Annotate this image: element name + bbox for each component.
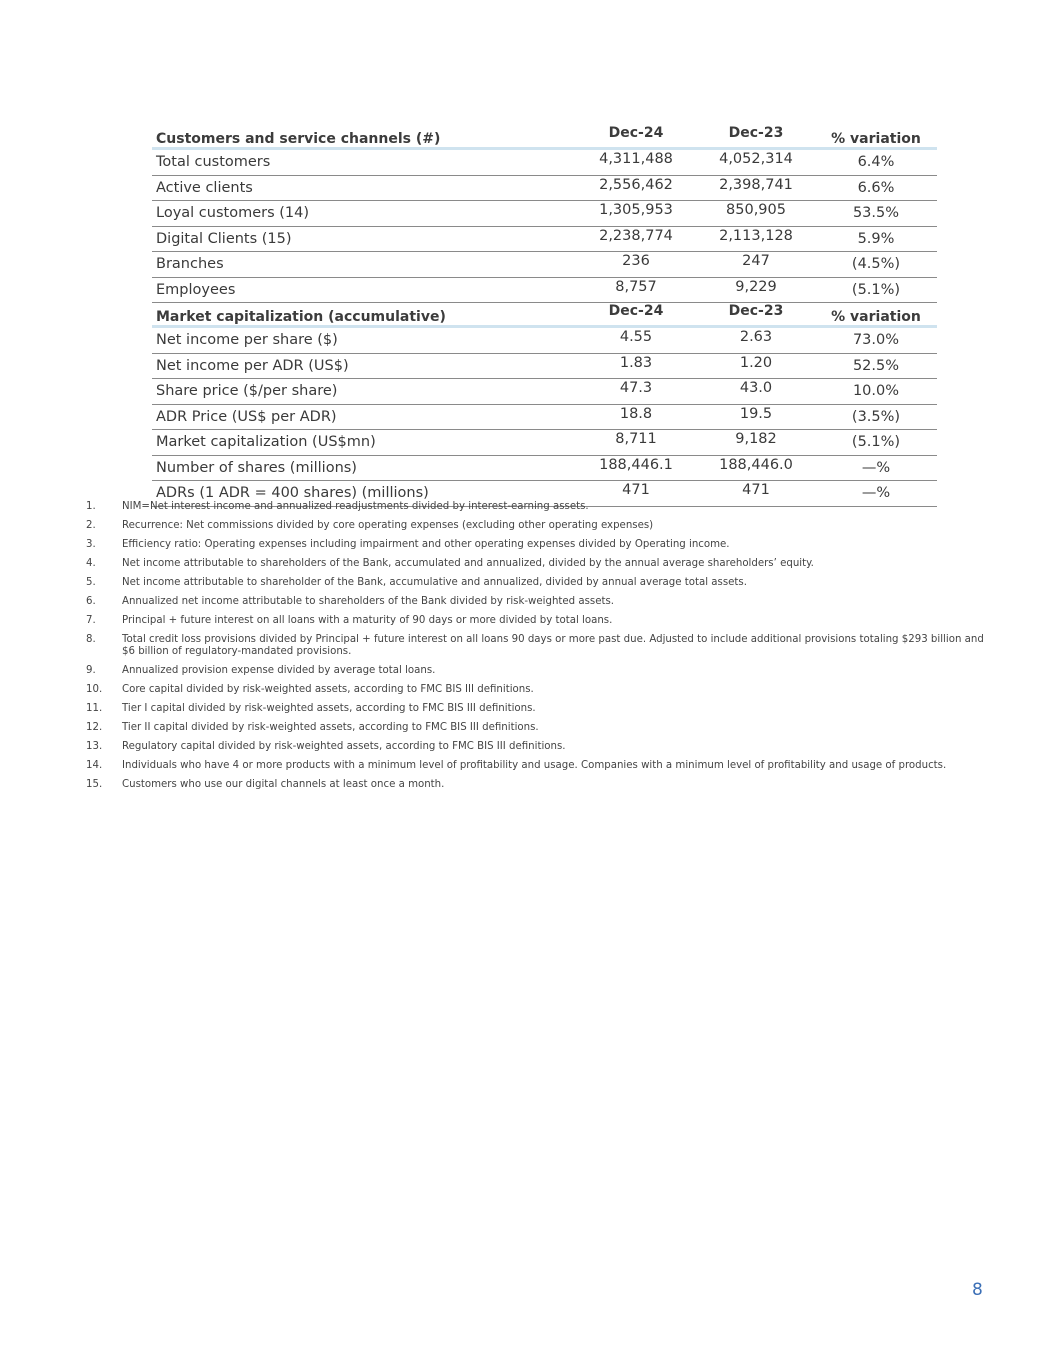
footnote-item <box>84 779 994 791</box>
column-header-dec24: Dec-24 <box>575 124 697 149</box>
footnote-number: 3. <box>86 539 96 550</box>
row-dec24: 47.3 <box>575 379 697 405</box>
row-variation: 52.5% <box>815 353 937 379</box>
row-variation: 53.5% <box>815 201 937 227</box>
footnote-text: Individuals who have 4 or more products with a minimum level of profitability and usage. Companies with a minimum level of profitability and usage of products. <box>122 760 947 771</box>
row-dec24: 4.55 <box>575 327 697 354</box>
table-row <box>152 149 937 176</box>
row-dec23: 9,229 <box>697 277 815 303</box>
footnote-number: 1. <box>86 501 96 512</box>
footnote-item <box>84 501 994 513</box>
row-dec23: 188,446.0 <box>697 455 815 481</box>
footnote-item <box>84 539 994 551</box>
footnote-item <box>84 741 994 753</box>
row-dec24: 188,446.1 <box>575 455 697 481</box>
footnote-item <box>84 760 994 772</box>
row-dec23: 247 <box>697 252 815 278</box>
row-dec23: 4,052,314 <box>697 149 815 176</box>
footnote-number: 11. <box>86 703 103 714</box>
footnote-number: 12. <box>86 722 103 733</box>
customers-table <box>152 124 937 303</box>
row-dec24: 8,757 <box>575 277 697 303</box>
row-label: Active clients <box>152 175 575 201</box>
footnote-item <box>84 684 994 696</box>
market-capitalization-table <box>152 302 937 507</box>
footnote-number: 14. <box>86 760 103 771</box>
row-dec24: 2,556,462 <box>575 175 697 201</box>
row-label: Share price ($/per share) <box>152 379 575 405</box>
footnote-text: Tier II capital divided by risk-weighted assets, according to FMC BIS III definitions. <box>122 722 539 733</box>
footnote-item <box>84 665 994 677</box>
row-variation: (5.1%) <box>815 277 937 303</box>
footnote-number: 13. <box>86 741 103 752</box>
footnote-item <box>84 615 994 627</box>
row-dec23: 2,398,741 <box>697 175 815 201</box>
row-variation: —% <box>815 481 937 507</box>
row-label: Employees <box>152 277 575 303</box>
footnote-text: Net income attributable to shareholder of the Bank, accumulative and annualized, divided by annual average total assets. <box>122 577 747 588</box>
footnote-text: Net income attributable to shareholders of the Bank, accumulated and annualized, divided by the annual average shareholders’ equity. <box>122 558 814 569</box>
row-dec24: 18.8 <box>575 404 697 430</box>
column-header-dec24: Dec-24 <box>575 302 697 327</box>
column-header-variation: % variation <box>815 302 937 327</box>
row-variation: 10.0% <box>815 379 937 405</box>
footnote-item <box>84 722 994 734</box>
table-header-row <box>152 124 937 149</box>
row-variation: —% <box>815 455 937 481</box>
row-dec23: 43.0 <box>697 379 815 405</box>
footnote-text: Customers who use our digital channels at least once a month. <box>122 779 445 790</box>
footnote-number: 4. <box>86 558 96 569</box>
footnote-number: 6. <box>86 596 96 607</box>
footnote-item <box>84 520 994 532</box>
row-label: Loyal customers (14) <box>152 201 575 227</box>
footnote-item <box>84 558 994 570</box>
row-label: ADR Price (US$ per ADR) <box>152 404 575 430</box>
table-row <box>152 404 937 430</box>
table-row <box>152 353 937 379</box>
row-dec23: 850,905 <box>697 201 815 227</box>
footnote-text: Efficiency ratio: Operating expenses including impairment and other operating expenses divided by Operating income. <box>122 539 730 550</box>
row-variation: 73.0% <box>815 327 937 354</box>
row-label: Number of shares (millions) <box>152 455 575 481</box>
page-number: 8 <box>972 1280 983 1300</box>
row-label: Net income per ADR (US$) <box>152 353 575 379</box>
table-row <box>152 226 937 252</box>
row-dec23: 2,113,128 <box>697 226 815 252</box>
row-dec24: 2,238,774 <box>575 226 697 252</box>
row-dec24: 471 <box>575 481 697 507</box>
column-header-label: Customers and service channels (#) <box>152 124 575 149</box>
row-label: Net income per share ($) <box>152 327 575 354</box>
table-row <box>152 430 937 456</box>
footnote-number: 5. <box>86 577 96 588</box>
footnote-number: 8. <box>86 634 96 645</box>
table-row <box>152 277 937 303</box>
footnote-item <box>84 703 994 715</box>
table-row <box>152 379 937 405</box>
row-variation: (5.1%) <box>815 430 937 456</box>
row-dec24: 8,711 <box>575 430 697 456</box>
footnotes-list <box>84 501 994 798</box>
footnote-text: Total credit loss provisions divided by Principal + future interest on all loans 90 days or more past due. Adjusted to include additional provisions totaling $293 billion and $6 billion of regulatory-mandated provisions. <box>122 634 984 657</box>
footnote-number: 9. <box>86 665 96 676</box>
footnote-text: Annualized net income attributable to shareholders of the Bank divided by risk-weighted assets. <box>122 596 615 607</box>
footnote-item <box>84 577 994 589</box>
footnote-number: 2. <box>86 520 96 531</box>
row-variation: 6.4% <box>815 149 937 176</box>
column-header-label: Market capitalization (accumulative) <box>152 302 575 327</box>
row-variation: 6.6% <box>815 175 937 201</box>
footnote-number: 7. <box>86 615 96 626</box>
column-header-dec23: Dec-23 <box>697 124 815 149</box>
footnote-number: 15. <box>86 779 103 790</box>
footnote-item <box>84 634 994 658</box>
row-variation: (3.5%) <box>815 404 937 430</box>
table-row <box>152 455 937 481</box>
row-dec24: 1.83 <box>575 353 697 379</box>
row-label: Digital Clients (15) <box>152 226 575 252</box>
column-header-variation: % variation <box>815 124 937 149</box>
table-row <box>152 252 937 278</box>
footnote-text: NIM=Net interest income and annualized readjustments divided by interest-earning assets. <box>122 501 589 512</box>
row-dec23: 19.5 <box>697 404 815 430</box>
footnote-text: Tier I capital divided by risk-weighted assets, according to FMC BIS III definitions. <box>122 703 536 714</box>
row-variation: 5.9% <box>815 226 937 252</box>
row-variation: (4.5%) <box>815 252 937 278</box>
footnote-text: Regulatory capital divided by risk-weighted assets, according to FMC BIS III definitions. <box>122 741 566 752</box>
row-dec24: 4,311,488 <box>575 149 697 176</box>
footnote-text: Annualized provision expense divided by average total loans. <box>122 665 436 676</box>
row-dec24: 1,305,953 <box>575 201 697 227</box>
row-dec23: 9,182 <box>697 430 815 456</box>
table-header-row <box>152 302 937 327</box>
row-dec23: 471 <box>697 481 815 507</box>
footnote-number: 10. <box>86 684 103 695</box>
row-dec23: 1.20 <box>697 353 815 379</box>
row-dec23: 2.63 <box>697 327 815 354</box>
column-header-dec23: Dec-23 <box>697 302 815 327</box>
footnote-item <box>84 596 994 608</box>
footnote-text: Principal + future interest on all loans with a maturity of 90 days or more divided by total loans. <box>122 615 613 626</box>
table-row <box>152 201 937 227</box>
row-label: Branches <box>152 252 575 278</box>
row-label: Market capitalization (US$mn) <box>152 430 575 456</box>
footnote-text: Recurrence: Net commissions divided by core operating expenses (excluding other operating expenses) <box>122 520 654 531</box>
table-row <box>152 175 937 201</box>
row-dec24: 236 <box>575 252 697 278</box>
row-label: Total customers <box>152 149 575 176</box>
footnote-text: Core capital divided by risk-weighted assets, according to FMC BIS III definitions. <box>122 684 534 695</box>
table-row <box>152 327 937 354</box>
row-label: ADRs (1 ADR = 400 shares) (millions) <box>152 481 575 507</box>
